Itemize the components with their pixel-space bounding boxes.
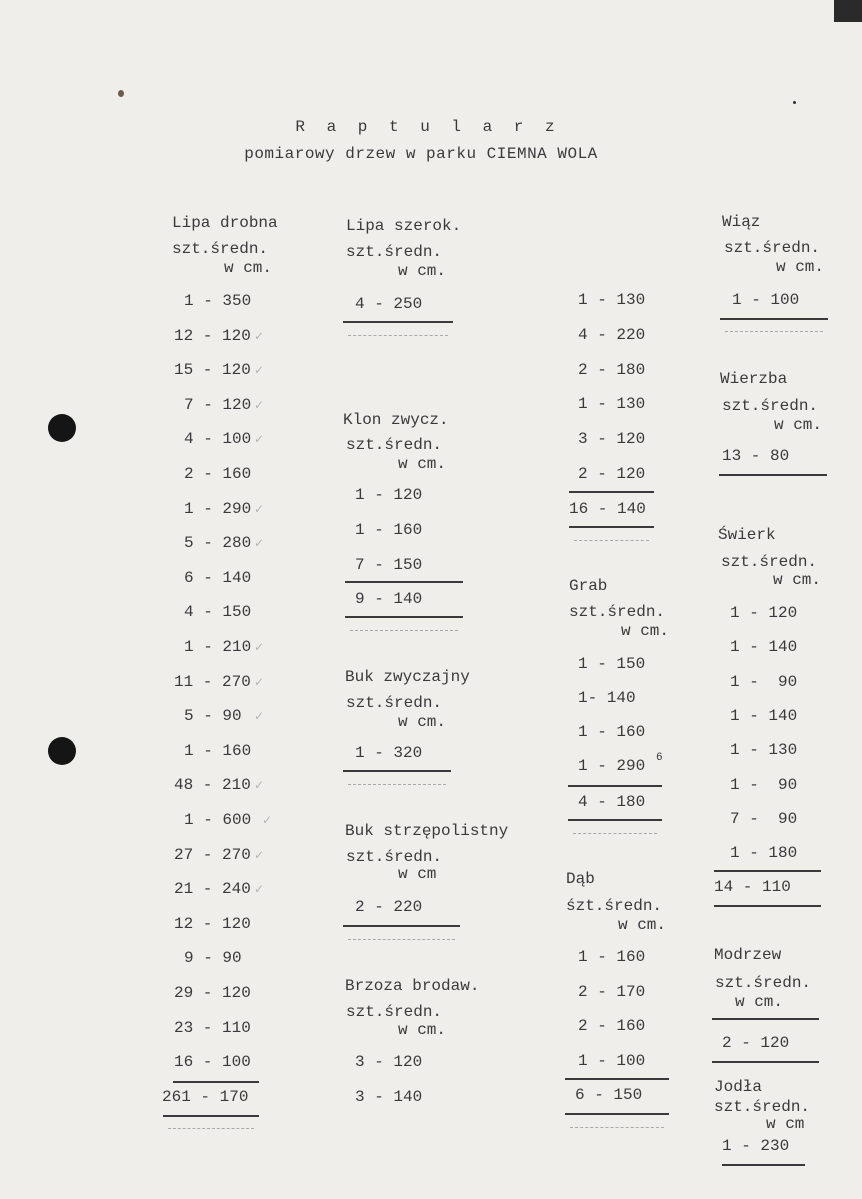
column-header: szt.średn. [724, 239, 821, 257]
total-row: 13 - 80 [722, 447, 790, 465]
column-header-unit: w cm. [621, 622, 670, 640]
measurement-row: 6 - 140 [184, 568, 252, 587]
total-row: 4 - 250 [355, 295, 423, 313]
total-row: 2 - 120 [722, 1034, 790, 1052]
species-name: Jodła [714, 1078, 763, 1096]
checkmark-icon: ✓ [254, 432, 265, 447]
column-header: szt.średn. [346, 436, 443, 454]
checkmark-icon: ✓ [254, 363, 265, 378]
measurement-row: 1 - 290 [184, 499, 252, 518]
column-header-unit: w cm. [398, 455, 447, 473]
faint-rule [574, 540, 649, 541]
total-row: 16 - 140 [569, 500, 646, 518]
document-title: R a p t u l a r z [295, 118, 561, 136]
document-subtitle: pomiarowy drzew w parku CIEMNA WOLA [244, 145, 598, 163]
measurement-row: 12 - 120 [174, 914, 251, 933]
column-header-unit: w cm. [224, 259, 273, 277]
column-header: szt.średn. [346, 1003, 443, 1021]
species-name: Dąb [566, 870, 595, 888]
measurement-row: 1 - 290 [578, 757, 646, 775]
column-header: szt.średn. [346, 243, 443, 261]
measurement-row: 1 - 350 [184, 292, 252, 310]
sum-rule [565, 1078, 669, 1080]
measurement-row: 2 - 180 [578, 360, 646, 379]
total-rule [712, 1061, 819, 1063]
measurement-row: 12 - 120 [174, 326, 251, 345]
total-rule [343, 925, 460, 927]
checkmark-icon: ✓ [262, 813, 273, 827]
sum-rule [345, 581, 463, 583]
measurement-row: 7 - 150 [355, 556, 423, 574]
checkmark-icon: ✓ [254, 847, 265, 862]
species-name: Modrzew [714, 946, 782, 964]
species-name: Brzoza brodaw. [345, 977, 480, 995]
column-header-unit: w cm. [618, 916, 667, 934]
checkmark-icon: ✓ [254, 328, 265, 343]
sum-rule [173, 1081, 259, 1083]
checkmark-icon: ✓ [254, 778, 265, 793]
measurement-row: 29 - 120 [174, 984, 251, 1002]
total-rule [569, 526, 654, 528]
column-header-unit: w cm. [735, 993, 784, 1011]
measurement-row: 27 - 270 [174, 845, 251, 864]
measurement-row: 3 - 140 [355, 1088, 423, 1106]
checkmark-icon: ✓ [254, 536, 265, 551]
measurement-row: 21 - 240 [174, 880, 251, 899]
species-name: Buk strzępolistny [345, 822, 509, 840]
species-name: Świerk [718, 526, 776, 544]
paper-speck [118, 90, 124, 97]
measurement-row: 1 - 100 [578, 1051, 646, 1070]
column-header: szt.średn. [714, 1098, 811, 1116]
column-header-unit: w cm. [398, 713, 447, 731]
total-row: 1 - 230 [722, 1137, 790, 1155]
faint-rule [168, 1128, 254, 1129]
faint-rule [348, 784, 446, 785]
total-rule [345, 616, 463, 618]
total-rule [719, 474, 827, 476]
total-rule [163, 1115, 259, 1117]
column-header: szt.średn. [346, 848, 443, 866]
measurement-row: 7 - 120 [184, 395, 252, 414]
species-name: Wiąz [722, 213, 761, 231]
faint-rule [348, 335, 448, 336]
total-row: 14 - 110 [714, 878, 791, 896]
total-row: 4 - 180 [578, 793, 646, 811]
measurement-row: 4 - 220 [578, 325, 646, 344]
measurement-row: 1 - 140 [730, 638, 798, 657]
measurement-row: 1 - 210 [184, 638, 252, 656]
species-name: Grab [569, 577, 608, 595]
column-header: szt.średn. [722, 397, 819, 415]
measurement-row: 1 - 180 [730, 844, 798, 863]
measurement-row: 48 - 210 [174, 776, 251, 795]
checkmark-icon: ✓ [254, 882, 265, 897]
measurement-row: 5 - 90 [184, 707, 242, 726]
paper-speck [793, 101, 796, 104]
checkmark-icon: ✓ [254, 709, 265, 724]
total-rule [343, 770, 451, 772]
measurement-row: 5 - 280 [184, 534, 252, 553]
species-name: Lipa szerok. [346, 217, 462, 235]
measurement-row: 2 - 160 [578, 1017, 646, 1035]
measurement-row: 1 - 160 [184, 741, 252, 760]
measurement-row: 3 - 120 [578, 430, 646, 449]
column-header-unit: w cm. [773, 571, 822, 589]
measurement-row: 23 - 110 [174, 1018, 251, 1037]
column-header: śzt.średn. [566, 897, 663, 915]
measurement-row: 1 - 120 [355, 486, 423, 504]
measurement-row: 1 - 130 [730, 741, 798, 760]
column-header-unit: w cm. [398, 262, 447, 280]
column-header: szt.średn. [569, 603, 666, 621]
total-rule [568, 819, 662, 821]
total-row: 261 - 170 [162, 1088, 249, 1106]
column-header: szt.średn. [721, 553, 818, 571]
page-corner-shadow [834, 0, 862, 22]
total-row: 1 - 100 [732, 291, 800, 309]
measurement-row: 1 - 600 [184, 811, 252, 829]
species-name: Lipa drobna [172, 214, 278, 232]
species-name: Klon zwycz. [343, 411, 449, 429]
measurement-row: 4 - 150 [184, 603, 252, 622]
total-rule [722, 1164, 805, 1166]
measurement-row: 1 - 90 [730, 775, 798, 794]
total-rule [343, 321, 453, 323]
sum-rule [569, 491, 654, 493]
checkmark-icon: ✓ [254, 640, 265, 654]
measurement-row: 1 - 150 [578, 655, 646, 673]
measurement-row: 2 - 170 [578, 982, 646, 1001]
species-name: Wierzba [720, 370, 788, 388]
faint-rule [573, 833, 657, 834]
measurement-row: 4 - 100 [184, 430, 252, 449]
column-header: szt.średn. [172, 240, 269, 258]
column-header-unit: w cm [398, 865, 437, 883]
measurement-row: 15 - 120 [174, 361, 251, 380]
measurement-row: 2 - 120 [578, 465, 646, 483]
checkmark-icon: ✓ [254, 674, 265, 689]
species-name: Buk zwyczajny [345, 668, 470, 686]
faint-rule [725, 331, 823, 332]
measurement-row: 9 - 90 [184, 949, 242, 968]
faint-rule [570, 1127, 664, 1128]
total-rule [714, 905, 821, 907]
column-header: szt.średn. [346, 694, 443, 712]
faint-rule [350, 630, 458, 631]
measurement-row: 1 - 160 [578, 948, 646, 966]
measurement-row: 1 - 140 [730, 706, 798, 725]
column-header-unit: w cm. [398, 1021, 447, 1039]
measurement-row: 2 - 160 [184, 465, 252, 483]
measurement-row: 1 - 90 [730, 672, 798, 691]
sum-rule [568, 785, 662, 787]
column-header: szt.średn. [715, 974, 812, 992]
checkmark-icon: ✓ [254, 397, 265, 412]
faint-rule [348, 939, 455, 940]
measurement-row: 16 - 100 [174, 1053, 251, 1072]
punch-hole-bottom [48, 737, 76, 765]
total-row: 2 - 220 [355, 898, 423, 916]
total-rule [720, 318, 828, 320]
sum-rule [712, 1018, 819, 1020]
measurement-row: 1 - 120 [730, 604, 798, 622]
measurement-row: 3 - 120 [355, 1053, 423, 1071]
measurement-row: 7 - 90 [730, 809, 798, 828]
superscript-note: 6 [656, 752, 663, 764]
measurement-row: 1 - 160 [578, 723, 646, 741]
sum-rule [714, 870, 821, 872]
total-row: 6 - 150 [575, 1086, 643, 1104]
measurement-row: 1- 140 [578, 689, 636, 707]
total-row: 9 - 140 [355, 590, 423, 608]
total-rule [565, 1113, 669, 1115]
column-header-unit: w cm. [774, 416, 823, 434]
measurement-row: 1 - 130 [578, 395, 646, 414]
punch-hole-top [48, 414, 76, 442]
measurement-row: 11 - 270 [174, 672, 251, 691]
column-header-unit: w cm. [776, 258, 825, 276]
column-header-unit: w cm [766, 1115, 805, 1133]
measurement-row: 1 - 130 [578, 291, 646, 309]
total-row: 1 - 320 [355, 744, 423, 762]
measurement-row: 1 - 160 [355, 521, 423, 539]
checkmark-icon: ✓ [254, 501, 265, 516]
